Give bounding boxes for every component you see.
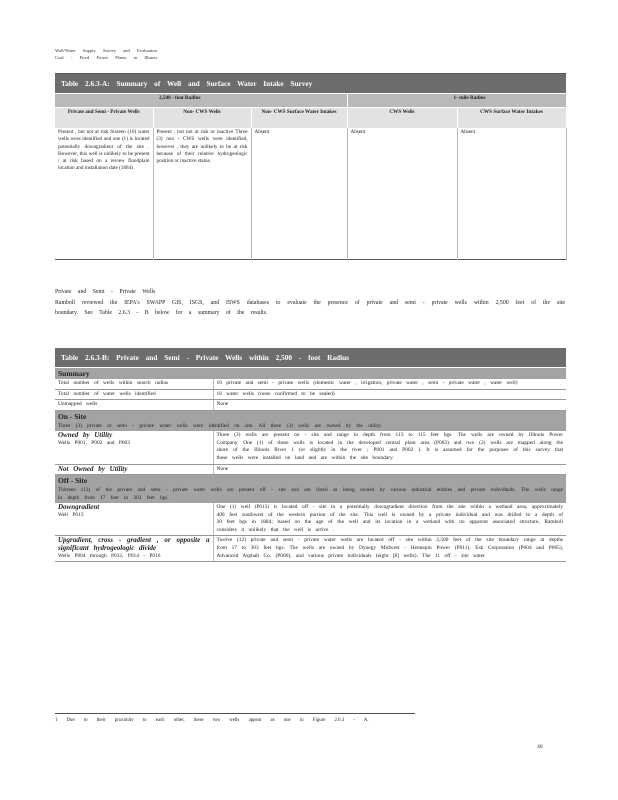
not-owned-label: Not Owned by Utility [58, 464, 128, 473]
onsite-summary: Three (3) private or semi - private water wells were identified on site. All three (3) wells are owned by the utility. [55, 422, 566, 431]
private-wells-table [55, 348, 566, 562]
upgradient-label: Upgradient, cross - gradient , or opposite a significant hydrogeologic divide [58, 536, 210, 552]
summary-table [55, 73, 567, 260]
header-line-2: Coal - Fired Power Plants in Illinois [55, 55, 158, 60]
downgradient-label: Downgradient [58, 502, 100, 511]
summary-value: None [213, 400, 566, 411]
cell-noncws-intakes: Absent [251, 128, 347, 259]
upgradient-wells: Wells P004 through P012, P014 - P016 [58, 552, 161, 559]
onsite-band: On - Site [55, 410, 566, 422]
section-text: Ramboll reviewed the IEPA's SWAPP GIS, ISGS, and ISWS databases to evaluate the presence of private and semi - private wells within 2,500 feet of the site boundary. See Table 2.6.3 - B below for a summary of the results. [55, 299, 565, 316]
radius-1mile-header: 1- mile Radius [347, 94, 566, 108]
cell-private-wells: Present , but not at risk Sixteen (16) water wells were identified and one (1) is located potentially downgradient of the site . However, this well is unlikely to be present / at risk based on a review floodplain location and installation date (1884). [55, 128, 153, 259]
offsite-summary: Thirteen (13) of the private and semi - private water wells are present off - site and are listed as being owned by various industrial entities and private individuals. The wells range in depth from 17 feet to 303 feet bgs. [55, 486, 566, 503]
owned-by-utility-label: Owned by Utility [58, 431, 113, 440]
summary-label: Total number of wells within search radius [55, 379, 213, 389]
summary-label: Total number of water wells identified [55, 389, 213, 400]
not-owned-text: None [213, 464, 566, 475]
cell-cws-intakes: Absent [457, 128, 566, 259]
header-line-1: Well/Water Supply Survey and Evaluation [55, 48, 157, 53]
col-noncws-intakes: Non- CWS Surface Water Intakes [251, 108, 347, 129]
col-cws-wells: CWS Wells [347, 108, 457, 129]
col-noncws-wells: Non- CWS Wells [153, 108, 251, 129]
section-heading: Private and Semi - Private Wells [55, 289, 156, 295]
owned-wells-list: Wells P001, P002 and P003 [58, 439, 130, 446]
cell-cws-wells: Absent [347, 128, 457, 259]
offsite-band: Off - Site [55, 475, 566, 487]
col-private-wells: Private and Semi - Private Wells [55, 108, 153, 129]
running-header [55, 47, 157, 61]
summary-band: Summary [55, 368, 566, 380]
summary-label: Unmapped wells [55, 400, 213, 411]
owned-by-utility-text: Three (3) wells are present on - site and range in depth from 113 to 115 feet bgs. The wells are owned by Illinois Power Company. One (1) of these wells is located in the developed central plant area (P003) and two (2) wells are mapped along the shore of the Illinois River 1 (or slightly in the river ; P001 and P002 ). It is assumed for the purposes of this survey that these wells were installed on land and are within the site boundary. [213, 431, 566, 464]
private-wells-section [55, 287, 565, 319]
not-owned-label-cell [55, 464, 213, 475]
downgradient-wells: Well P013 [58, 511, 84, 518]
upgradient-text: Twelve (12) private and semi - private water wells are located off - site within 2,500 feet of the site boundary range at depths from 17 to 303 feet bgs. The wells are owned by Dynegy Midwest - Hennepin Power (P011), Esk Corporation (P004 and P005), Advanced Asphalt Co. (P006), and various private individuals (eight [8] wells). The 11 off - site water [213, 536, 566, 562]
downgradient-text: One (1) well (P013) is located off - site in a potentially downgradient direction from the site within a wetland area, approximately 400 feet southwest of the western portion of the site. This well is owned by a private individual and was drilled to a depth of 30 feet bgs in 1884; based on the age of the well and its location in a wetland with no apparent associated structure, Ramboll considers it unlikely that the well is active . [213, 503, 566, 536]
summary-value: 16 private and semi - private wells (domestic water , irrigation, private water , semi - private water , water well) [213, 379, 566, 389]
table1-caption: Table 2.6.3-A: Summary of Well and Surface Water Intake Survey [55, 74, 566, 94]
summary-value: 16 water wells (none confirmed to be sealed) [213, 389, 566, 400]
col-cws-intakes: CWS Surface Water Intakes [457, 108, 566, 129]
table2-caption: Table 2.6.3-B: Private and Semi - Private Wells within 2,500 - foot Radius [55, 348, 566, 368]
radius-2500-header: 2,500 - foot Radius [55, 94, 347, 108]
page-number: 40 [537, 744, 543, 750]
onsite-label-cell [55, 431, 213, 464]
cell-noncws-wells: Present , but not at risk or inactive Three (3) non - CWS wells were identified, however , they are unlikely to be at risk because of their relative hydrogeologic position or inactive status. [153, 128, 251, 259]
footnote: 1 Due to their proximity to each other, these two wells appear as one in Figure 2.6.3 - A. [55, 713, 415, 723]
downgradient-label-cell [55, 503, 213, 536]
upgradient-label-cell [55, 536, 213, 562]
